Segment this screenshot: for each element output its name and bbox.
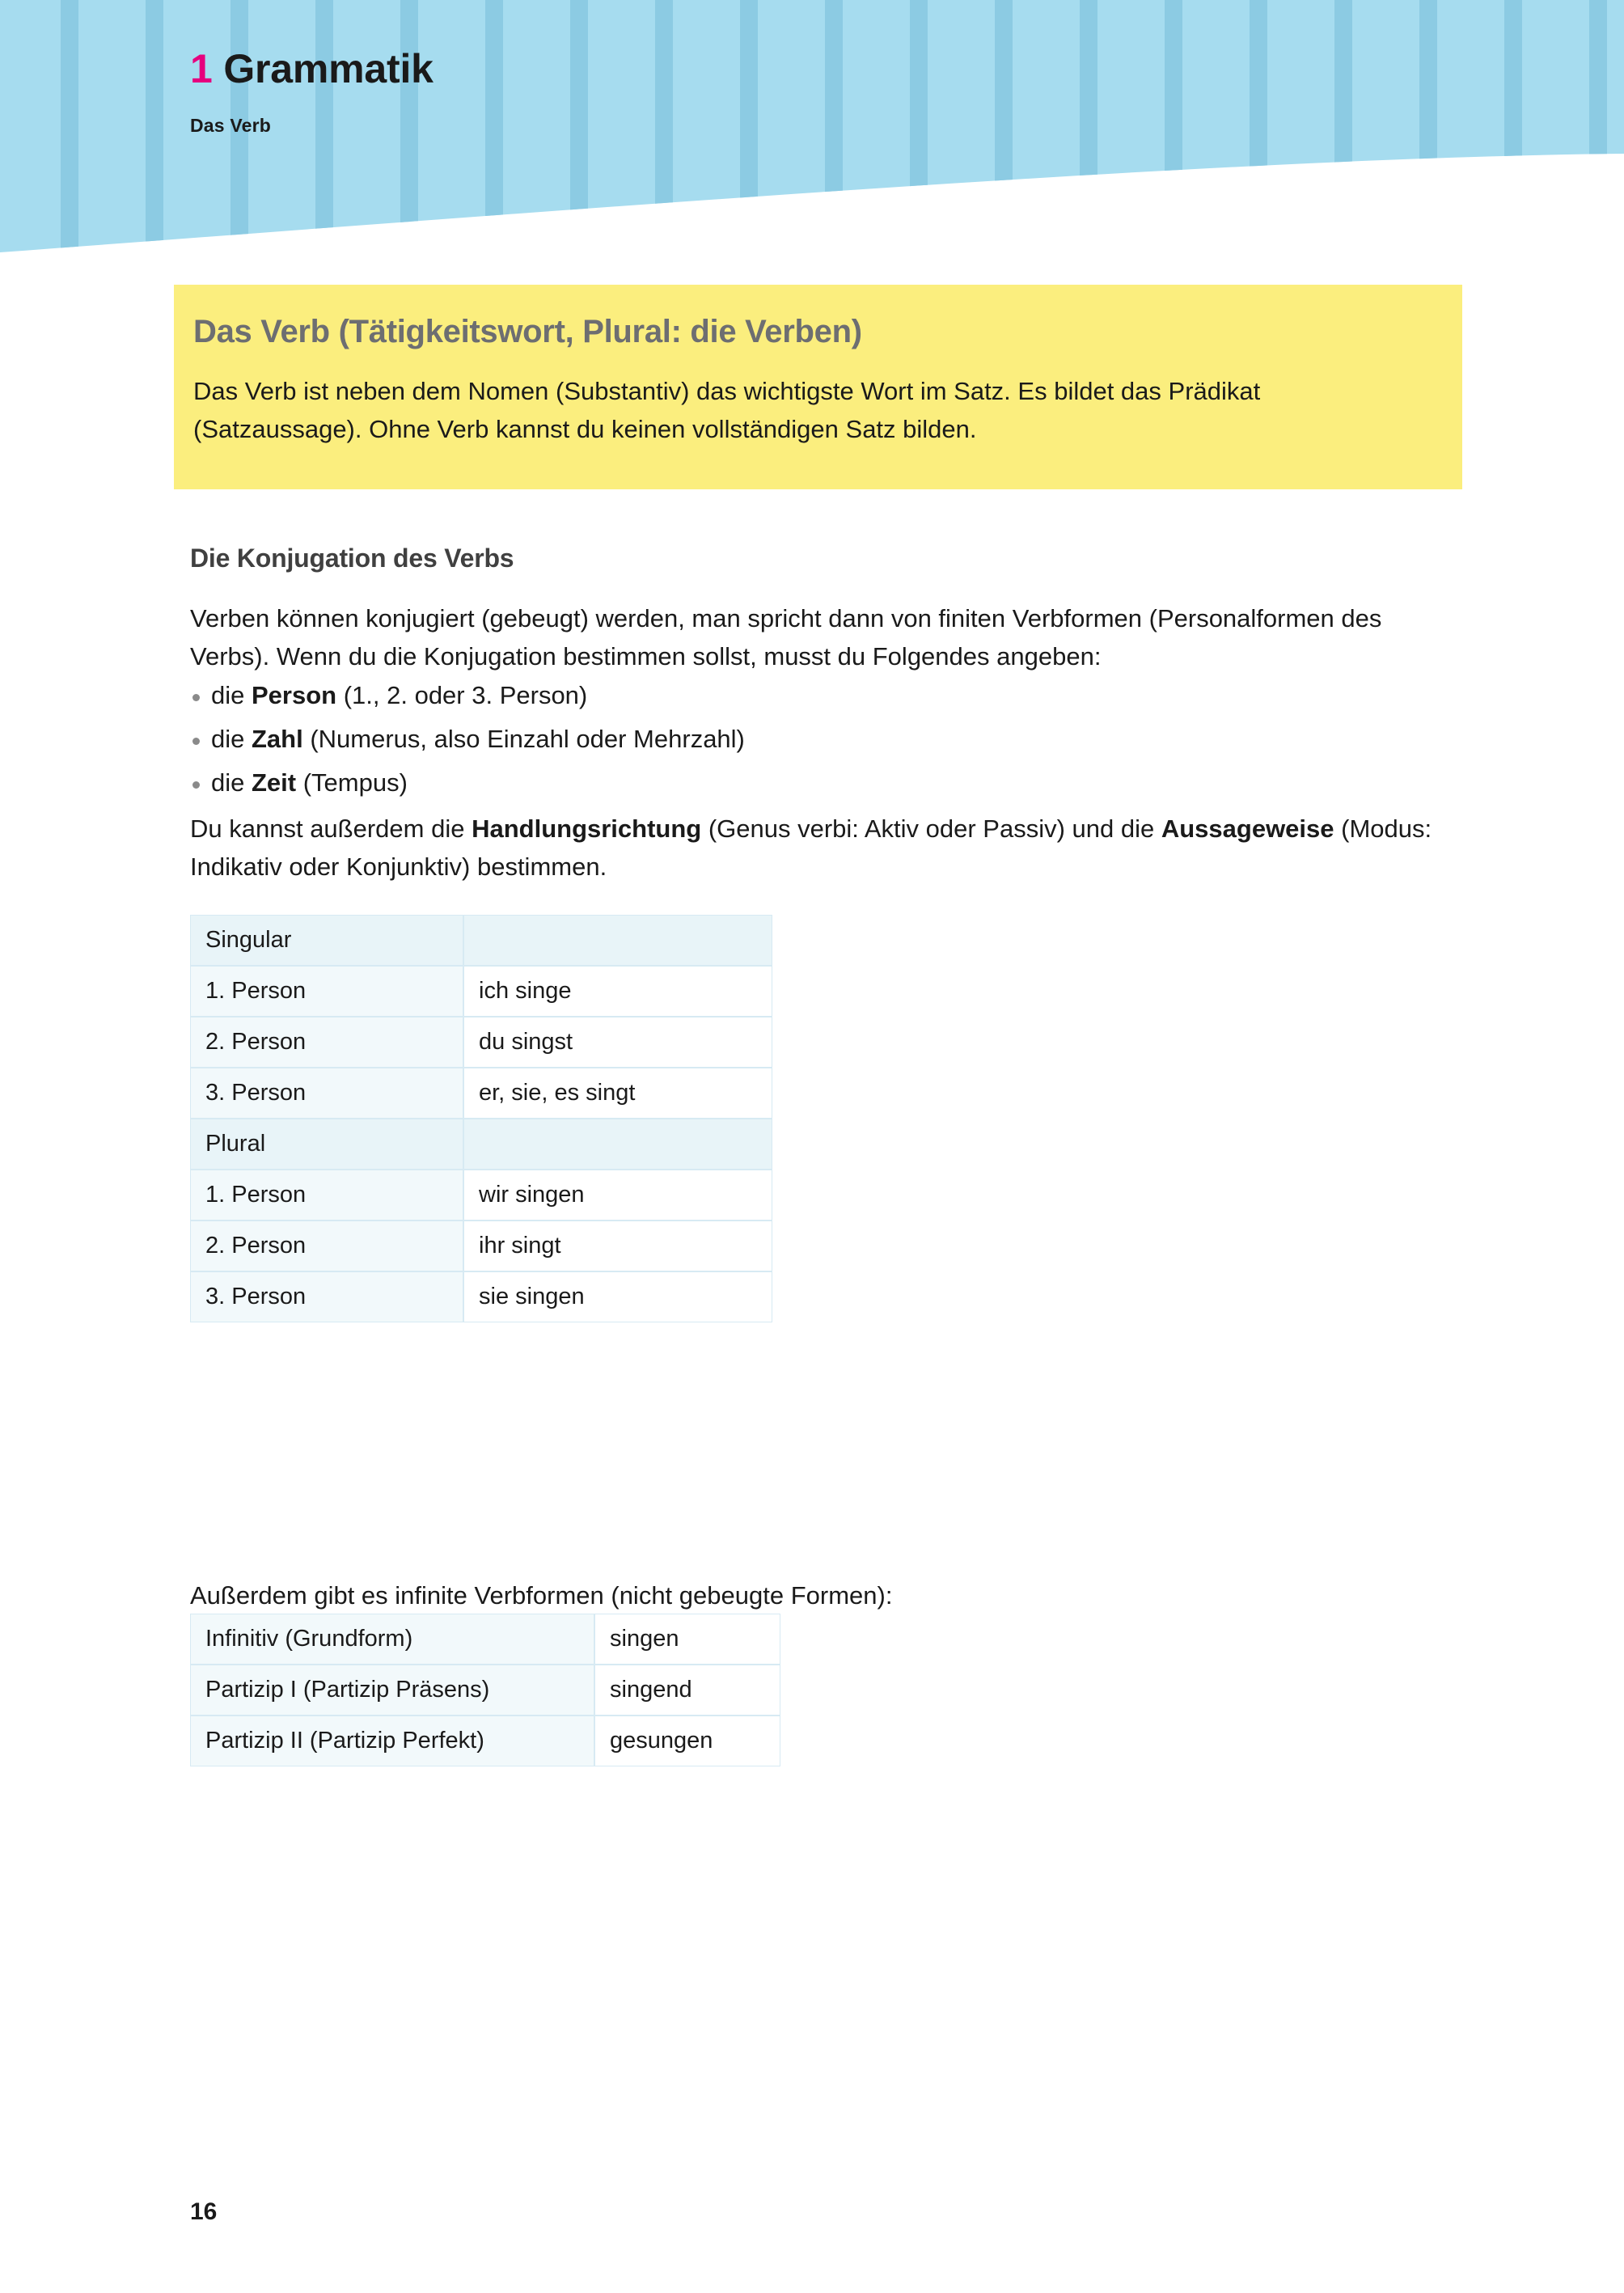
bullet-bold-term: Zeit	[251, 768, 297, 797]
bullet-bold-term: Zahl	[251, 725, 303, 754]
row-value: er, sie, es singt	[463, 1068, 772, 1119]
row-group-value	[463, 1119, 772, 1170]
table-row	[190, 1665, 780, 1716]
second-paragraph-part3: (Modus: Indikativ oder Konjunktiv) bestimmen.	[190, 814, 1432, 881]
row-label: 2. Person	[190, 1221, 463, 1271]
list-item	[190, 766, 1468, 800]
row-group-label: Singular	[190, 915, 463, 966]
list-item	[190, 722, 1468, 756]
second-paragraph	[190, 810, 1468, 886]
row-label: 1. Person	[190, 966, 463, 1017]
bullet-bold-term: Person	[251, 681, 337, 710]
row-label: 3. Person	[190, 1271, 463, 1322]
row-group-label: Plural	[190, 1119, 463, 1170]
term-aussageweise: Aussageweise	[1161, 814, 1334, 843]
infinite-forms-table	[190, 1614, 780, 1766]
table-row	[190, 1221, 772, 1271]
definition-callout-box	[174, 285, 1462, 489]
bullet-prefix: die	[211, 681, 252, 710]
table-row	[190, 1170, 772, 1221]
row-value: singend	[594, 1665, 780, 1716]
banner-text-block	[190, 46, 433, 137]
bullet-suffix: (Tempus)	[296, 768, 408, 797]
chapter-title	[213, 46, 224, 91]
list-item	[190, 679, 1468, 713]
row-label: Partizip II (Partizip Perfekt)	[190, 1716, 594, 1766]
bullet-suffix: (1., 2. oder 3. Person)	[336, 681, 588, 710]
page-number: 16	[190, 2198, 218, 2225]
row-label: Partizip I (Partizip Präsens)	[190, 1665, 594, 1716]
callout-title-main: Das Verb	[193, 314, 339, 349]
table-row-group-plural	[190, 1119, 772, 1170]
row-value: ich singe	[463, 966, 772, 1017]
table-row	[190, 1271, 772, 1322]
bullet-prefix: die	[211, 725, 252, 754]
table-row	[190, 1716, 780, 1766]
bullet-prefix: die	[211, 768, 252, 797]
row-label: 2. Person	[190, 1017, 463, 1068]
table-row	[190, 966, 772, 1017]
banner-subtitle: Das Verb	[190, 115, 272, 136]
row-label: Infinitiv (Grundform)	[190, 1614, 594, 1665]
row-label: 1. Person	[190, 1170, 463, 1221]
callout-title	[193, 312, 1432, 351]
infinite-table-wrapper	[190, 1614, 780, 1766]
callout-title-parenthetical: (Tätigkeitswort, Plural: die Verben)	[338, 314, 862, 349]
row-value: ihr singt	[463, 1221, 772, 1271]
conjugation-criteria-list	[190, 679, 1468, 800]
bullet-suffix: (Numerus, also Einzahl oder Mehrzahl)	[302, 725, 745, 754]
table-row	[190, 1614, 780, 1665]
section-heading: Die Konjugation des Verbs	[190, 544, 514, 573]
intro-paragraph: Verben können konjugiert (gebeugt) werden, man spricht dann von finiten Verbformen (Personalformen des Verbs). Wenn du die Konjugation bestimmen sollst, musst du Folgendes angeben:	[190, 604, 1382, 671]
row-value: du singst	[463, 1017, 772, 1068]
second-paragraph-part1: Du kannst außerdem die	[190, 814, 472, 843]
callout-body-text: Das Verb ist neben dem Nomen (Substantiv) das wichtigste Wort im Satz. Es bildet das Prädikat (Satzaussage). Ohne Verb kannst du keinen vollständigen Satz bilden.	[193, 377, 1261, 444]
chapter-title-text: Grammatik	[223, 46, 433, 91]
table-row	[190, 1017, 772, 1068]
row-group-value	[463, 915, 772, 966]
row-value: gesungen	[594, 1716, 780, 1766]
chapter-number: 1	[190, 46, 213, 91]
table-row-group-singular	[190, 915, 772, 966]
second-paragraph-part2: (Genus verbi: Aktiv oder Passiv) und die	[701, 814, 1161, 843]
chapter-heading	[190, 46, 433, 91]
main-content	[190, 544, 1468, 1322]
row-value: sie singen	[463, 1271, 772, 1322]
conjugation-table	[190, 915, 772, 1322]
infinite-forms-intro: Außerdem gibt es infinite Verbformen (nicht gebeugte Formen):	[190, 1581, 893, 1610]
table-row	[190, 1068, 772, 1119]
header-banner	[0, 0, 1624, 259]
row-value: wir singen	[463, 1170, 772, 1221]
row-value: singen	[594, 1614, 780, 1665]
row-label: 3. Person	[190, 1068, 463, 1119]
term-handlungsrichtung: Handlungsrichtung	[472, 814, 702, 843]
